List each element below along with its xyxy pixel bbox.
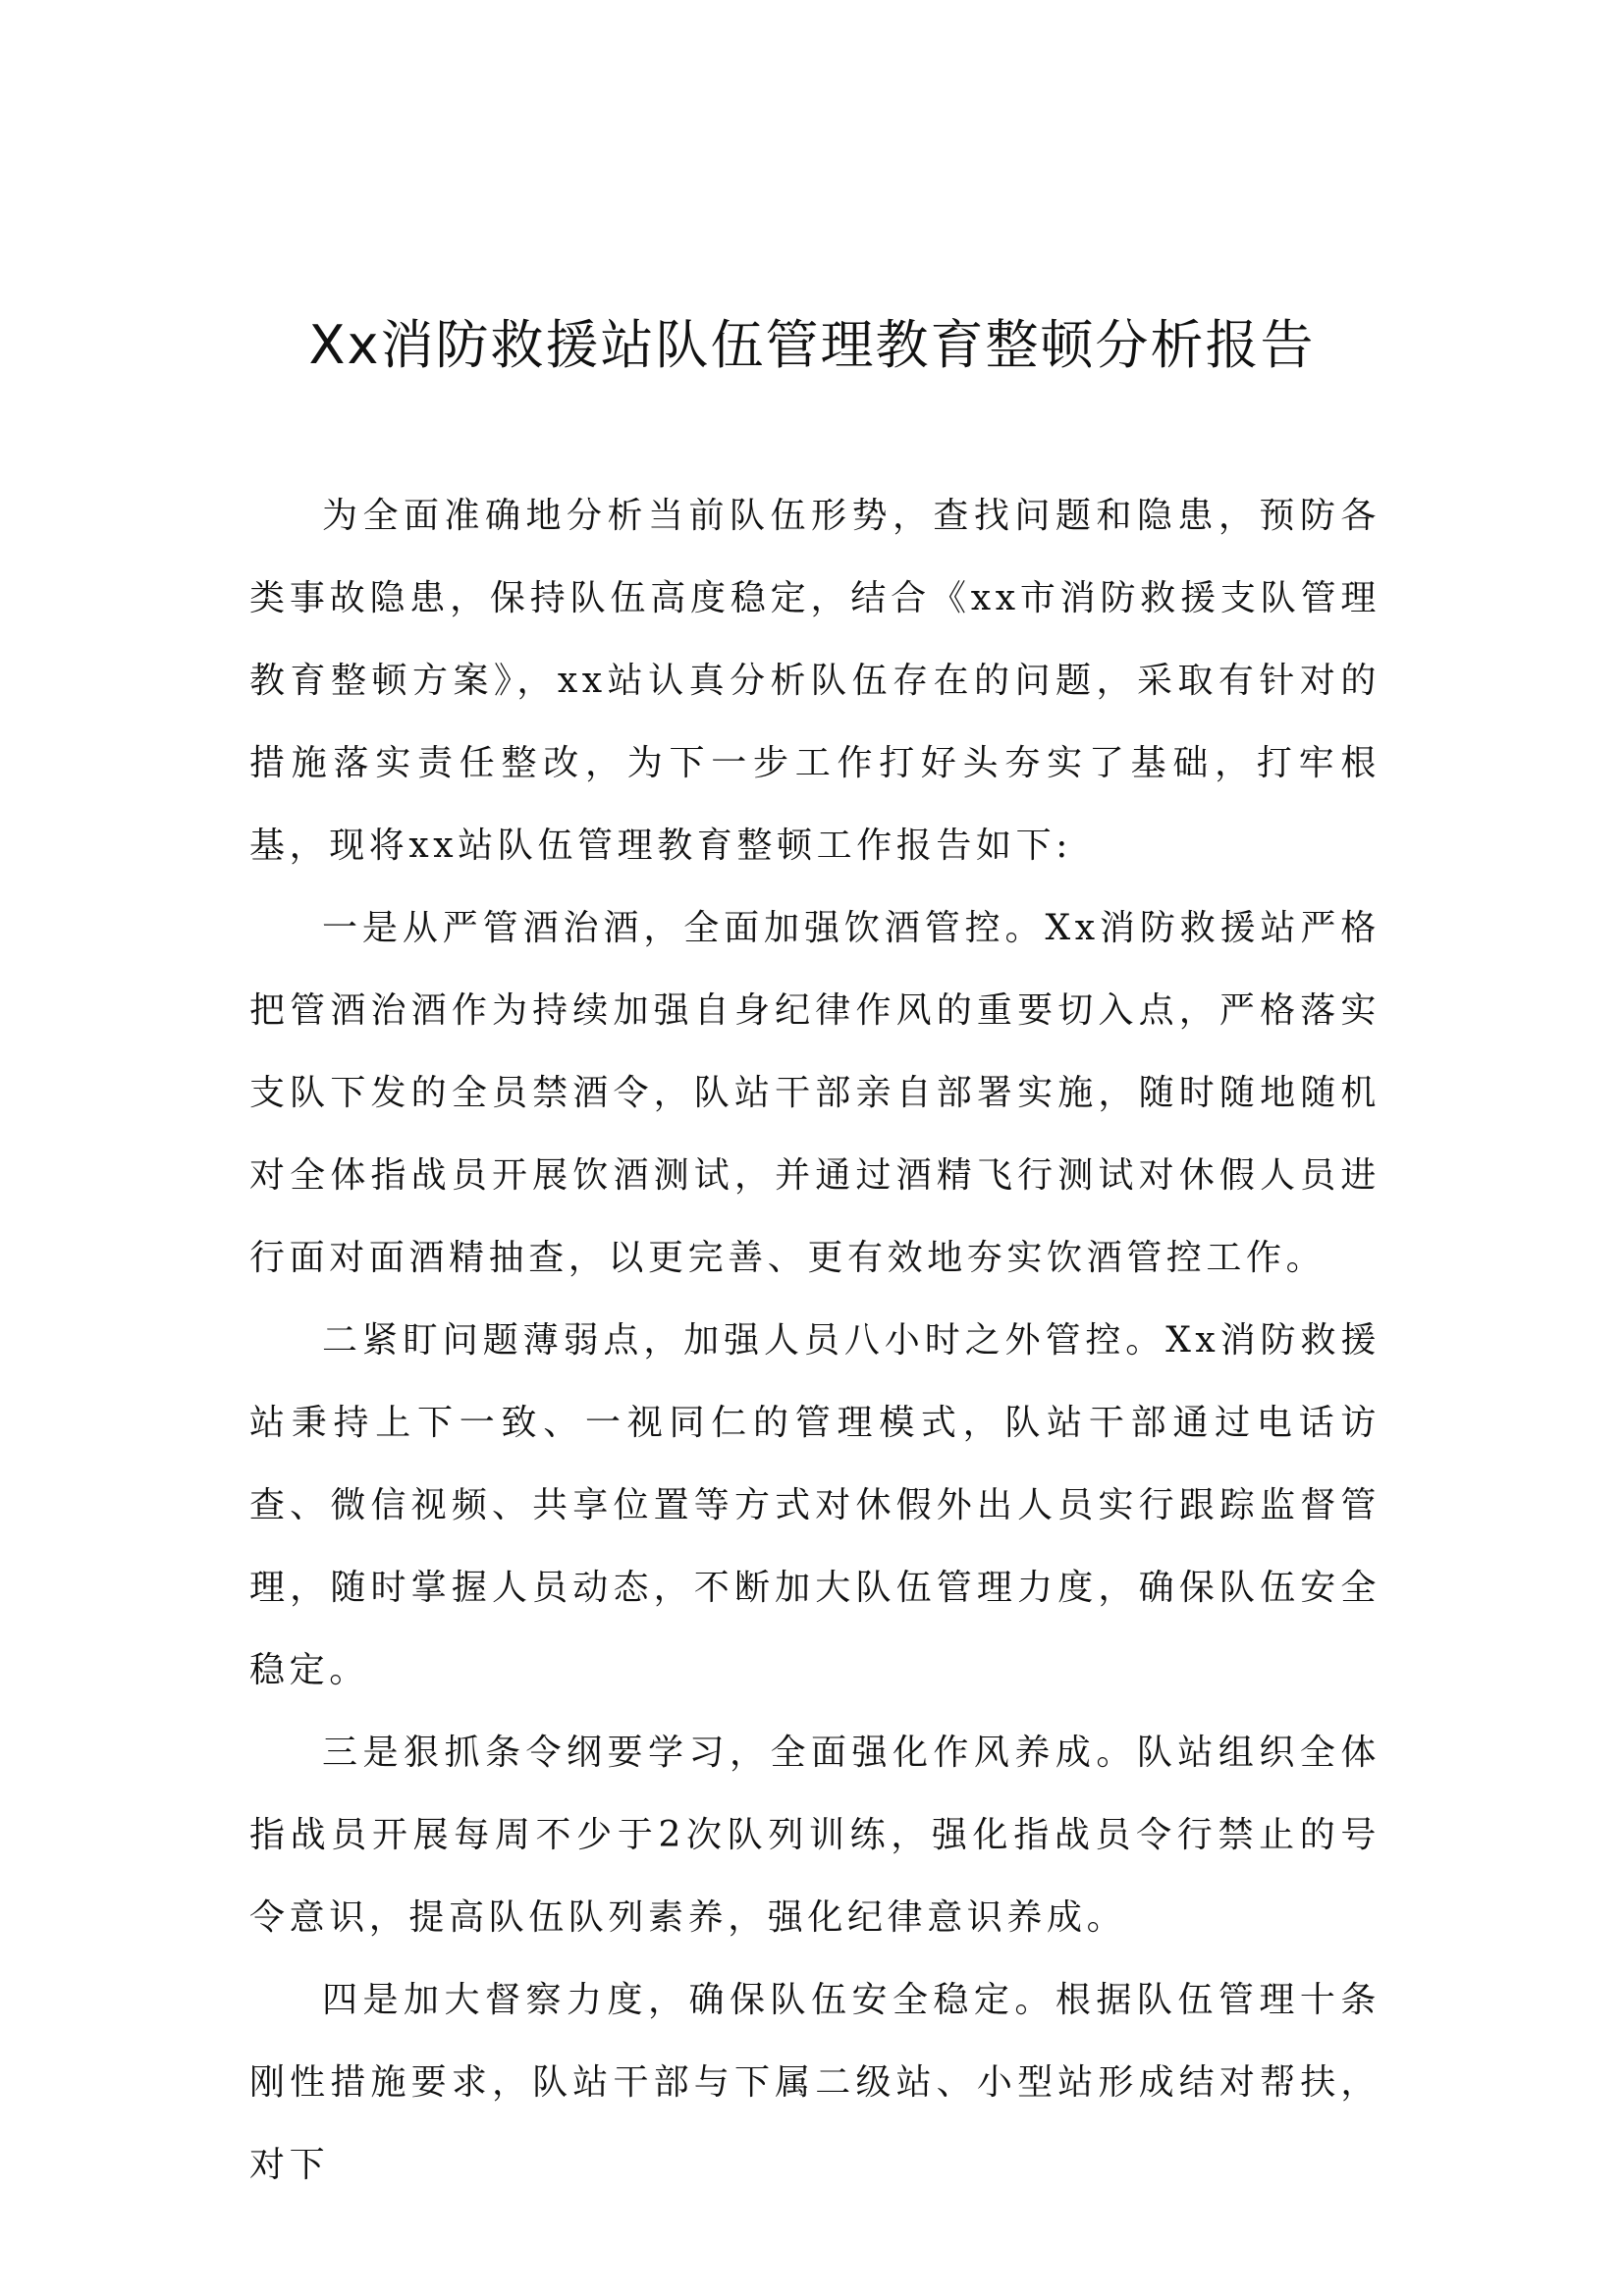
document-title: Xx消防救援站队伍管理教育整顿分析报告 [308, 314, 1316, 376]
paragraph-point-2: 二紧盯问题薄弱点，加强人员八小时之外管控。Xx消防救援站秉持上下一致、一视同仁的管理模式，队站干部通过电话访查、微信视频、共享位置等方式对休假外出人员实行跟踪监督管理，随时掌握人员动态，不断加大队伍管理力度，确保队伍安全稳定。 [249, 1320, 1380, 1690]
paragraph-point-3: 三是狠抓条令纲要学习，全面强化作风养成。队站组织全体指战员开展每周不少于2次队列训练，强化指战员令行禁止的号令意识，提高队伍队列素养，强化纪律意识养成。 [249, 1733, 1380, 1938]
paragraph-intro: 为全面准确地分析当前队伍形势，查找问题和隐患，预防各类事故隐患，保持队伍高度稳定，结合《xx市消防救援支队管理教育整顿方案》，xx站认真分析队伍存在的问题，采取有针对的措施落实责任整改，为下一步工作打好头夯实了基础，打牢根基，现将xx站队伍管理教育整顿工作报告如下: [249, 496, 1380, 866]
paragraph-point-4: 四是加大督察力度，确保队伍安全稳定。根据队伍管理十条刚性措施要求，队站干部与下属二级站、小型站形成结对帮扶，对下 [249, 1980, 1380, 2185]
paragraph-point-1: 一是从严管酒治酒，全面加强饮酒管控。Xx消防救援站严格把管酒治酒作为持续加强自身纪律作风的重要切入点，严格落实支队下发的全员禁酒令，队站干部亲自部署实施，随时随地随机对全体指战员开展饮酒测试，并通过酒精飞行测试对休假人员进行面对面酒精抽查，以更完善、更有效地夯实饮酒管控工作。 [249, 908, 1380, 1278]
document-body [249, 475, 1380, 2207]
